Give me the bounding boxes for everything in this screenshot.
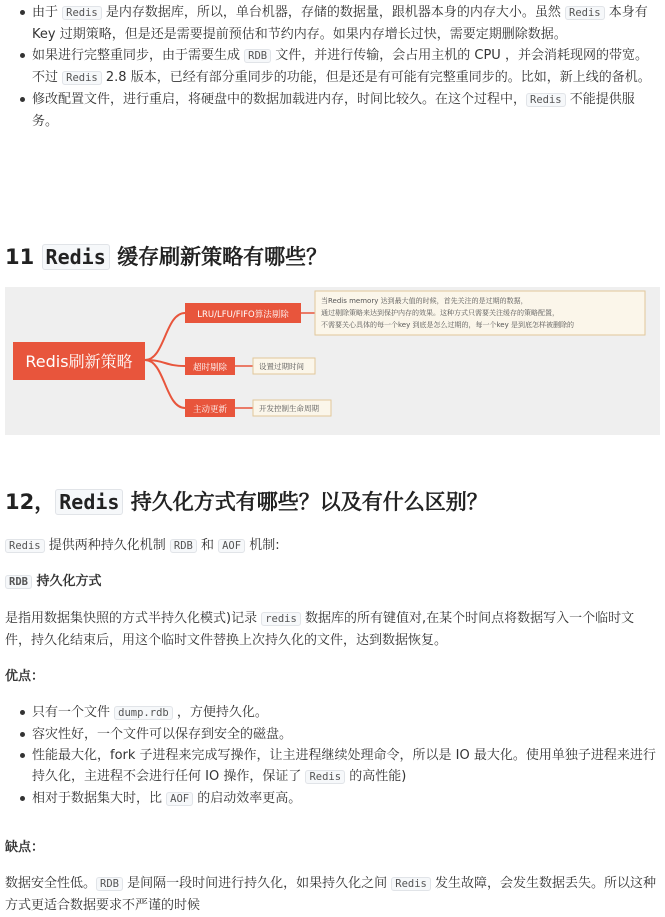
disadvantages-title: 缺点： <box>5 840 45 855</box>
inline-code: RDB <box>96 877 123 891</box>
branch-label: 超时剔除 <box>192 363 228 373</box>
inline-code: Redis <box>391 877 431 891</box>
list-item: 容灾性好，一个文件可以保存到安全的磁盘。 <box>10 724 658 745</box>
paragraph-disadvantages: 数据安全性低。 RDB 是间隔一段时间进行持久化，如果持久化之间 Redis 发生故障，会发生数据丢失。所以这种方式更适合数据要求不严谨的时候 <box>5 876 656 913</box>
inline-code: Redis <box>62 71 102 85</box>
paragraph-intro: Redis 提供两种持久化机制 RDB 和 AOF 机制: <box>5 535 660 557</box>
branch-label: LRU/LFU/FIFO算法剔除 <box>197 310 289 320</box>
inline-code: RDB <box>170 539 197 553</box>
note-line: 通过剔除策略来达到保护内存的效果。这种方式只需要关注缓存的策略配置， <box>321 309 559 317</box>
inline-code: Redis <box>62 6 102 20</box>
list-item: 相对于数据集大时，比 AOF 的启动效率更高。 <box>10 788 658 810</box>
inline-code: RDB <box>244 49 271 63</box>
section-heading-11: 11 Redis 缓存刷新策略有哪些？ <box>5 245 328 269</box>
inline-code: dump.rdb <box>114 706 173 720</box>
list-item: 如果进行完整重同步，由于需要生成 RDB 文件，并进行传输，会占用主机的 CPU ，并会消耗现网的带宽。不过 Redis 2.8 版本，已经有部分重同步的功能，但是还是有可能有完整重同步的。比如，新上线的备机。 <box>10 45 658 89</box>
inline-code: Redis <box>526 93 566 107</box>
mindmap-svg <box>5 287 660 435</box>
paragraph-rdb-desc: 是指用数据集快照的方式半持久化模式)记录 redis 数据库的所有键值对,在某个时间点将数据写入一个临时文件，持久化结束后，用这个临时文件替换上次持久化的文件，达到数据恢复。 <box>5 611 635 648</box>
note-line: 不需要关心具体的每一个key 到底是怎么过期的，每一个key 是到底怎样被删除的 <box>321 321 574 329</box>
connector-line <box>145 360 185 408</box>
heading-code: Redis <box>55 489 123 515</box>
list-item: 由于 Redis 是内存数据库，所以，单台机器，存储的数据量，跟机器本身的内存大小。虽然 Redis 本身有 Key 过期策略，但是还是需要提前预估和节约内存。如果内存增长过快，需要定期删除数据。 <box>10 2 658 45</box>
list-item: 修改配置文件，进行重启，将硬盘中的数据加载进内存，时间比较久。在这个过程中， Redis 不能提供服务。 <box>10 89 658 132</box>
intro-bullet-list <box>10 2 658 132</box>
advantages-list <box>10 702 658 810</box>
inline-code: AOF <box>166 792 193 806</box>
inline-code: Redis <box>5 539 45 553</box>
note-line: 设置过期时间 <box>259 362 304 371</box>
section-heading-12: 12， Redis 持久化方式有哪些？以及有什么区别？ <box>5 490 488 514</box>
rdb-subtitle: RDB 持久化方式 <box>5 571 660 593</box>
advantages-title: 优点： <box>5 669 45 684</box>
heading-code: Redis <box>42 244 110 270</box>
branch-label: 主动更新 <box>192 405 228 415</box>
list-item: 只有一个文件 dump.rdb ，方便持久化。 <box>10 702 658 724</box>
inline-code: AOF <box>218 539 245 553</box>
inline-code: Redis <box>565 6 605 20</box>
connector-line <box>145 313 185 360</box>
note-line: 当Redis memory 达到最大值的时候，首先关注的是过期的数据， <box>321 297 528 305</box>
inline-code: Redis <box>305 770 345 784</box>
redis-refresh-strategy-mindmap <box>5 287 660 435</box>
inline-code: RDB <box>5 575 32 589</box>
note-line: 开发控制生命周期 <box>259 404 319 413</box>
root-node-label: Redis刷新策略 <box>25 352 133 371</box>
inline-code: redis <box>261 612 301 626</box>
list-item: 性能最大化，fork 子进程来完成写操作，让主进程继续处理命令，所以是 IO 最大化。使用单独子进程来进行持久化，主进程不会进行任何 IO 操作，保证了 Redis 的高性能) <box>10 745 658 788</box>
